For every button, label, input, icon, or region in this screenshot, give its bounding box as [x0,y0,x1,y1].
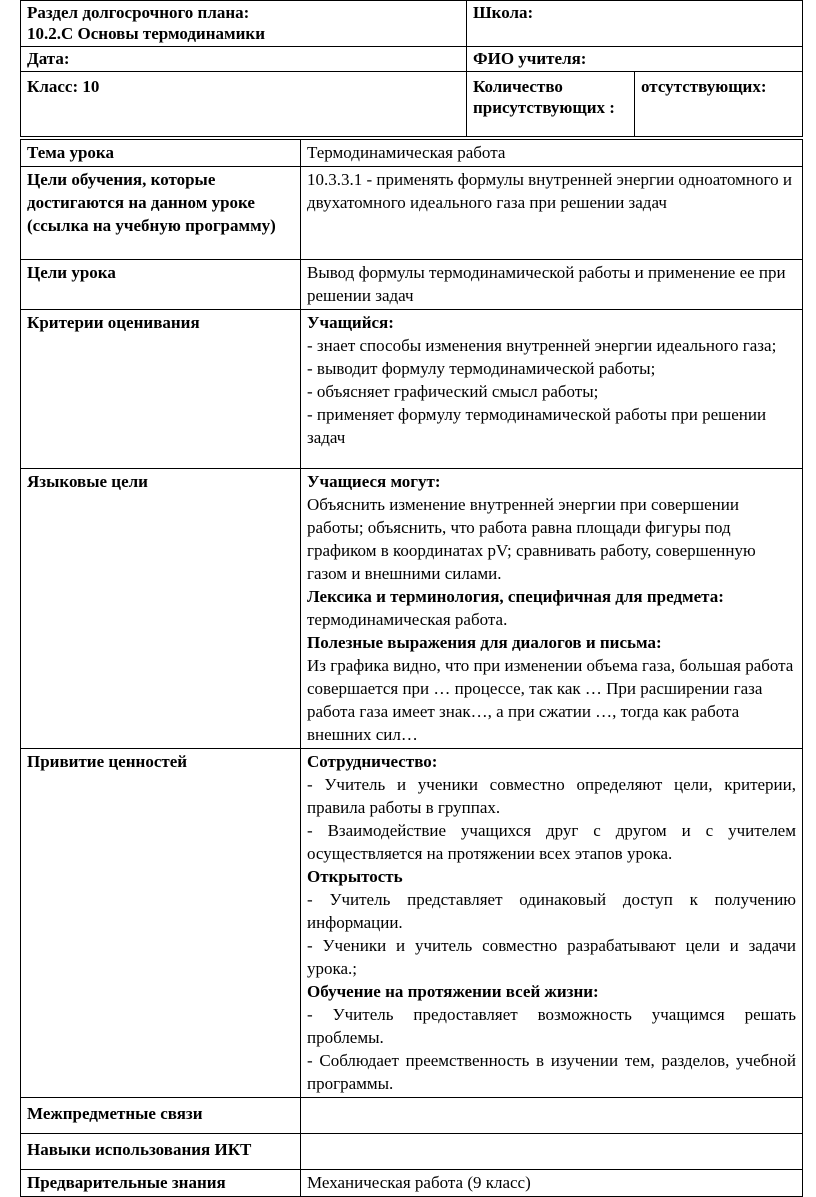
language-heading-can: Учащиеся могут: [307,472,441,491]
main-table [20,139,803,1197]
values-item: - Учитель и ученики совместно определяют цели, критерии, правила работы в группах. [307,775,796,817]
absent-label: отсутствующих: [641,77,767,96]
class-cell [21,72,467,137]
criteria-item: - выводит формулу термодинамической работы; [307,359,656,378]
date-label: Дата: [27,49,70,68]
language-text-can: Объяснить изменение внутренней энергии при совершении работы; объяснить, что работа равна площади фигуры под графиком в координатах pV; сравнивать работу, совершенную газом и внешними силами. [307,495,756,583]
prior-label: Предварительные знания [21,1170,301,1197]
header-table [20,0,803,137]
prior-value: Механическая работа (9 класс) [301,1170,803,1197]
section-value: 10.2.С Основы термодинамики [27,24,265,43]
lesson-goals-value: Вывод формулы термодинамической работы и применение ее при решении задач [301,260,803,310]
section-label: Раздел долгосрочного плана: [27,3,250,22]
present-cell [467,72,635,137]
values-item: - Учитель представляет одинаковый доступ к получению информации. [307,890,796,932]
school-label: Школа: [473,3,534,22]
ict-value [301,1134,803,1170]
date-cell [21,47,467,72]
lesson-plan-page [20,0,802,1197]
values-item: - Соблюдает преемственность в изучении тем, разделов, учебной программы. [307,1051,796,1093]
topic-value: Термодинамическая работа [301,140,803,167]
section-cell [21,1,467,47]
language-text-lexicon: термодинамическая работа. [307,610,508,629]
teacher-label: ФИО учителя: [473,49,587,68]
topic-label: Тема урока [21,140,301,167]
values-label: Привитие ценностей [21,749,301,1098]
teacher-cell [467,47,803,72]
school-cell [467,1,803,47]
criteria-cell [301,310,803,469]
values-item: - Ученики и учитель совместно разрабатывают цели и задачи урока.; [307,936,796,978]
lesson-goals-label: Цели урока [21,260,301,310]
language-text-phrases: Из графика видно, что при изменении объема газа, большая работа совершается при … процессе, так как … При расширении газа работа газа имеет знак…, а при сжатии …, тогда как работа внешних сил… [307,656,794,744]
criteria-item: - объясняет графический смысл работы; [307,382,599,401]
values-heading-openness: Открытость [307,867,403,886]
values-item: - Учитель предоставляет возможность учащимся решать проблемы. [307,1005,796,1047]
criteria-item: - применяет формулу термодинамической работы при решении задач [307,405,767,447]
language-heading-phrases: Полезные выражения для диалогов и письма: [307,633,662,652]
interdisciplinary-value [301,1098,803,1134]
objectives-value: 10.3.3.1 - применять формулы внутренней энергии одноатомного и двухатомного идеального газа при решении задач [301,167,803,260]
values-heading-lifelong: Обучение на протяжении всей жизни: [307,982,599,1001]
values-heading-cooperation: Сотрудничество: [307,752,438,771]
values-cell [301,749,803,1098]
objectives-label: Цели обучения, которые достигаются на данном уроке (ссылка на учебную программу) [21,167,301,260]
interdisciplinary-label: Межпредметные связи [21,1098,301,1134]
values-item: - Взаимодействие учащихся друг с другом и с учителем осуществляется на протяжении всех этапов урока. [307,821,796,863]
class-label: Класс: 10 [27,77,100,96]
criteria-item: - знает способы изменения внутренней энергии идеального газа; [307,336,777,355]
language-label: Языковые цели [21,469,301,749]
criteria-heading: Учащийся: [307,313,394,332]
ict-label: Навыки использования ИКТ [21,1134,301,1170]
criteria-label: Критерии оценивания [21,310,301,469]
absent-cell [635,72,803,137]
language-cell [301,469,803,749]
language-heading-lexicon: Лексика и терминология, специфичная для предмета: [307,587,724,606]
present-label: Количество присутствующих : [473,77,615,117]
